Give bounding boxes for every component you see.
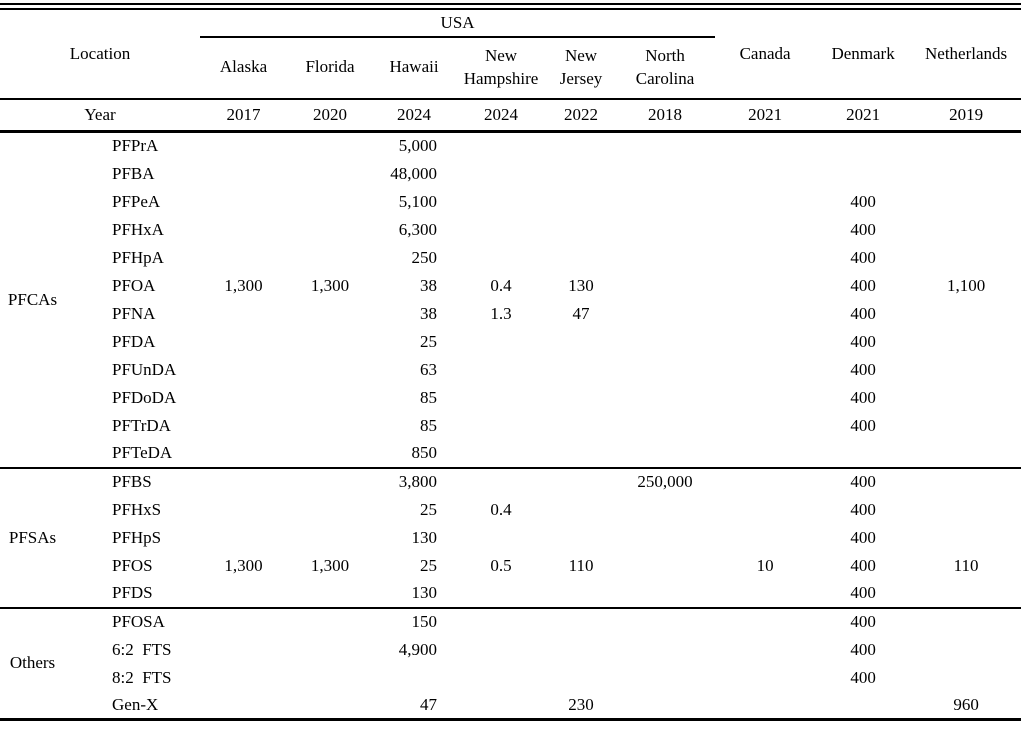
value-cell [911,300,1021,328]
value-cell: 10 [756,555,774,575]
value-cell [455,636,547,664]
value-cell [911,580,1021,608]
value-cell [715,580,815,608]
value-cell: 3,800 [373,468,455,496]
col-header-new-jersey: New Jersey [559,46,603,88]
value-cell: 1,300 [310,555,350,575]
value-cell [287,300,373,328]
value-cell [455,580,547,608]
table-row [0,552,1021,580]
value-cell [547,496,615,524]
value-cell [547,244,615,272]
value-cell [615,272,715,300]
compound-cell: PFHpS [112,527,162,547]
value-cell [911,524,1021,552]
value-cell [455,244,547,272]
value-cell [287,216,373,244]
value-cell [715,524,815,552]
value-cell [715,300,815,328]
value-cell [715,160,815,188]
value-cell: 47 [572,303,590,323]
col-header-north-carolina: North Carolina [635,46,695,88]
compound-cell: PFBS [65,468,200,496]
value-cell: 130 [568,275,594,295]
header-row-region [0,7,1021,37]
value-cell [815,692,911,720]
col-header-alaska: Alaska [219,57,268,77]
value-cell [287,328,373,356]
value-cell [715,692,815,720]
value-cell [715,356,815,384]
year-cell: 2021 [715,99,815,132]
value-cell: 110 [568,555,594,575]
value-cell [200,384,287,412]
value-cell [200,356,287,384]
group-cell: PFCAs [0,132,65,468]
year-cell: 2018 [615,99,715,132]
value-cell [615,608,715,636]
value-cell [200,664,287,692]
compound-cell: PFBA [112,163,155,183]
compound-cell: PFHxS [112,499,162,519]
value-cell: 130 [411,527,438,547]
compound-cell: PFTeDA [112,443,173,462]
value-cell [715,664,815,692]
value-cell: 1.3 [490,303,512,323]
value-cell [615,216,715,244]
col-header-canada: Canada [739,43,791,63]
value-cell [615,580,715,608]
value-cell [547,580,615,608]
value-cell: 400 [850,555,876,575]
value-cell [200,692,287,720]
year-cell: 2017 [200,99,287,132]
table-header [0,7,1021,132]
compound-cell: PFUnDA [112,359,177,379]
value-cell [815,132,911,160]
value-cell [455,188,547,216]
value-cell [615,300,715,328]
value-cell [911,384,1021,412]
value-cell [287,580,373,608]
value-cell [911,608,1021,636]
compound-cell: PFPeA [112,191,161,211]
table-row [0,496,1021,524]
year-cell: 2021 [815,99,911,132]
value-cell [287,244,373,272]
table-row [0,636,1021,664]
value-cell [287,384,373,412]
compound-cell: PFDS [112,583,153,602]
value-cell [911,160,1021,188]
value-cell [911,664,1021,692]
value-cell: 400 [850,275,876,295]
value-cell [455,132,547,160]
value-cell [547,328,615,356]
value-cell [287,664,373,692]
value-cell [615,384,715,412]
value-cell: 400 [850,499,876,519]
location-header: Location [69,43,131,63]
value-cell: 1,300 [310,275,350,295]
value-cell: 5,000 [373,132,455,160]
value-cell [547,524,615,552]
pfas-guideline-table [0,3,1021,721]
value-cell [455,468,547,496]
value-cell [911,496,1021,524]
value-cell [455,664,547,692]
group-cell: Others [0,608,65,720]
value-cell: 400 [850,303,876,323]
table-row [0,300,1021,328]
value-cell [615,356,715,384]
value-cell: 400 [850,359,876,379]
compound-cell: PFOA [112,275,156,295]
year-cell: 2020 [287,99,373,132]
compound-cell: PFDA [112,331,156,351]
value-cell: 400 [815,468,911,496]
value-cell: 400 [850,247,876,267]
value-cell [455,524,547,552]
value-cell: 960 [953,694,979,714]
value-cell [715,496,815,524]
value-cell: 25 [420,499,438,519]
value-cell [715,608,815,636]
col-header-netherlands: Netherlands [925,43,1008,63]
value-cell: 4,900 [398,639,438,659]
value-cell [547,160,615,188]
value-cell [287,132,373,160]
table-row [0,468,1021,496]
value-cell [911,636,1021,664]
table-row [0,272,1021,300]
value-cell [615,160,715,188]
value-cell [911,188,1021,216]
value-cell [547,608,615,636]
value-cell: 0.4 [490,275,512,295]
table-row [0,692,1021,720]
value-cell [287,412,373,440]
value-cell: 110 [953,555,979,575]
year-cell: 2024 [455,99,547,132]
value-cell [547,440,615,468]
col-header-hawaii: Hawaii [389,57,439,77]
value-cell [715,384,815,412]
table-row [0,412,1021,440]
value-cell [547,468,615,496]
value-cell: 38 [420,303,438,323]
value-cell: 400 [850,387,876,407]
value-cell [615,636,715,664]
col-header-florida: Florida [305,57,355,77]
col-header-new-hampshire: New Hampshire [463,46,539,88]
value-cell [287,496,373,524]
value-cell [715,216,815,244]
value-cell [287,356,373,384]
value-cell: 400 [850,191,876,211]
value-cell: 47 [420,694,438,714]
value-cell [200,300,287,328]
compound-cell: PFHxA [112,219,164,239]
value-cell: 1,300 [224,555,263,575]
value-cell [911,356,1021,384]
value-cell [455,384,547,412]
compound-cell: PFNA [112,303,156,323]
value-cell: 85 [420,415,438,435]
value-cell: 400 [850,667,876,687]
compound-cell: 6:2 FTS [112,639,172,659]
value-cell [200,244,287,272]
table-row [0,384,1021,412]
value-cell [615,692,715,720]
value-cell: 130 [411,583,438,602]
value-cell [615,328,715,356]
value-cell [815,440,911,468]
header-row-year [0,99,1021,132]
value-cell: 400 [815,608,911,636]
value-cell [455,216,547,244]
value-cell [715,244,815,272]
group-cell: PFSAs [0,468,65,608]
value-cell: 400 [850,415,876,435]
value-cell [200,160,287,188]
year-cell: 2024 [373,99,455,132]
value-cell [287,608,373,636]
value-cell [815,160,911,188]
value-cell: 400 [850,219,876,239]
value-cell [287,692,373,720]
usa-region-header: USA [200,7,715,37]
table-row [0,244,1021,272]
value-cell: 250 [411,247,438,267]
value-cell: 250,000 [615,468,715,496]
value-cell [455,440,547,468]
col-header-denmark: Denmark [831,43,895,63]
compound-cell: 8:2 FTS [112,667,172,687]
value-cell [715,440,815,468]
value-cell: 38 [420,275,438,295]
value-cell [287,160,373,188]
value-cell: 400 [850,639,876,659]
value-cell [911,132,1021,160]
value-cell [615,132,715,160]
table-row [0,216,1021,244]
value-cell [287,188,373,216]
value-cell [715,272,815,300]
value-cell [715,468,815,496]
value-cell [615,664,715,692]
value-cell [615,412,715,440]
value-cell [200,524,287,552]
value-cell: 85 [420,387,438,407]
value-cell: 150 [373,608,455,636]
value-cell: 1,300 [224,275,263,295]
table-row [0,440,1021,468]
value-cell [200,580,287,608]
value-cell [373,664,455,692]
value-cell [547,384,615,412]
value-cell [615,188,715,216]
value-cell [615,552,715,580]
value-cell [455,356,547,384]
value-cell [200,496,287,524]
value-cell [547,216,615,244]
table-row [0,608,1021,636]
table-row [0,328,1021,356]
year-cell: 2019 [911,99,1021,132]
compound-cell: PFOSA [65,608,200,636]
table-row [0,524,1021,552]
value-cell: 850 [411,443,438,462]
value-cell [911,328,1021,356]
value-cell [200,440,287,468]
value-cell: 0.5 [490,555,512,575]
compound-cell: PFHpA [112,247,164,267]
year-label: Year [0,99,200,132]
value-cell [200,132,287,160]
table-row [0,580,1021,608]
value-cell [715,636,815,664]
value-cell [615,244,715,272]
value-cell [547,636,615,664]
value-cell [547,356,615,384]
value-cell [547,412,615,440]
value-cell: 6,300 [398,219,438,239]
value-cell [287,524,373,552]
compound-cell: Gen-X [112,694,159,714]
value-cell [455,328,547,356]
value-cell [911,412,1021,440]
value-cell [200,216,287,244]
value-cell: 0.4 [490,499,512,519]
value-cell [615,440,715,468]
value-cell [287,468,373,496]
compound-cell: PFOS [112,555,153,575]
value-cell [615,496,715,524]
value-cell [287,440,373,468]
value-cell: 400 [850,331,876,351]
compound-cell: PFDoDA [112,387,177,407]
value-cell [715,412,815,440]
value-cell: 63 [420,359,438,379]
value-cell [911,244,1021,272]
value-cell [455,692,547,720]
value-cell [455,412,547,440]
value-cell [615,524,715,552]
value-cell [715,328,815,356]
value-cell [911,216,1021,244]
value-cell [287,636,373,664]
table-body [0,132,1021,720]
compound-cell: PFTrDA [112,415,171,435]
value-cell [547,664,615,692]
value-cell [455,608,547,636]
year-cell: 2022 [547,99,615,132]
value-cell [455,160,547,188]
table-row [0,664,1021,692]
value-cell: 48,000 [390,163,438,183]
value-cell: 400 [850,527,876,547]
value-cell [715,132,815,160]
value-cell [200,188,287,216]
value-cell [547,188,615,216]
value-cell: 230 [568,694,594,714]
value-cell [715,188,815,216]
value-cell: 25 [420,555,438,575]
table-row [0,356,1021,384]
value-cell: 5,100 [398,191,438,211]
value-cell [200,636,287,664]
value-cell [911,440,1021,468]
compound-cell: PFPrA [65,132,200,160]
value-cell: 25 [420,331,438,351]
table-row [0,188,1021,216]
value-cell: 400 [850,583,876,602]
table-row [0,160,1021,188]
value-cell [547,132,615,160]
value-cell [200,412,287,440]
table-row [0,132,1021,160]
value-cell [200,608,287,636]
value-cell [200,328,287,356]
value-cell [200,468,287,496]
value-cell [911,468,1021,496]
value-cell: 1,100 [946,275,986,295]
